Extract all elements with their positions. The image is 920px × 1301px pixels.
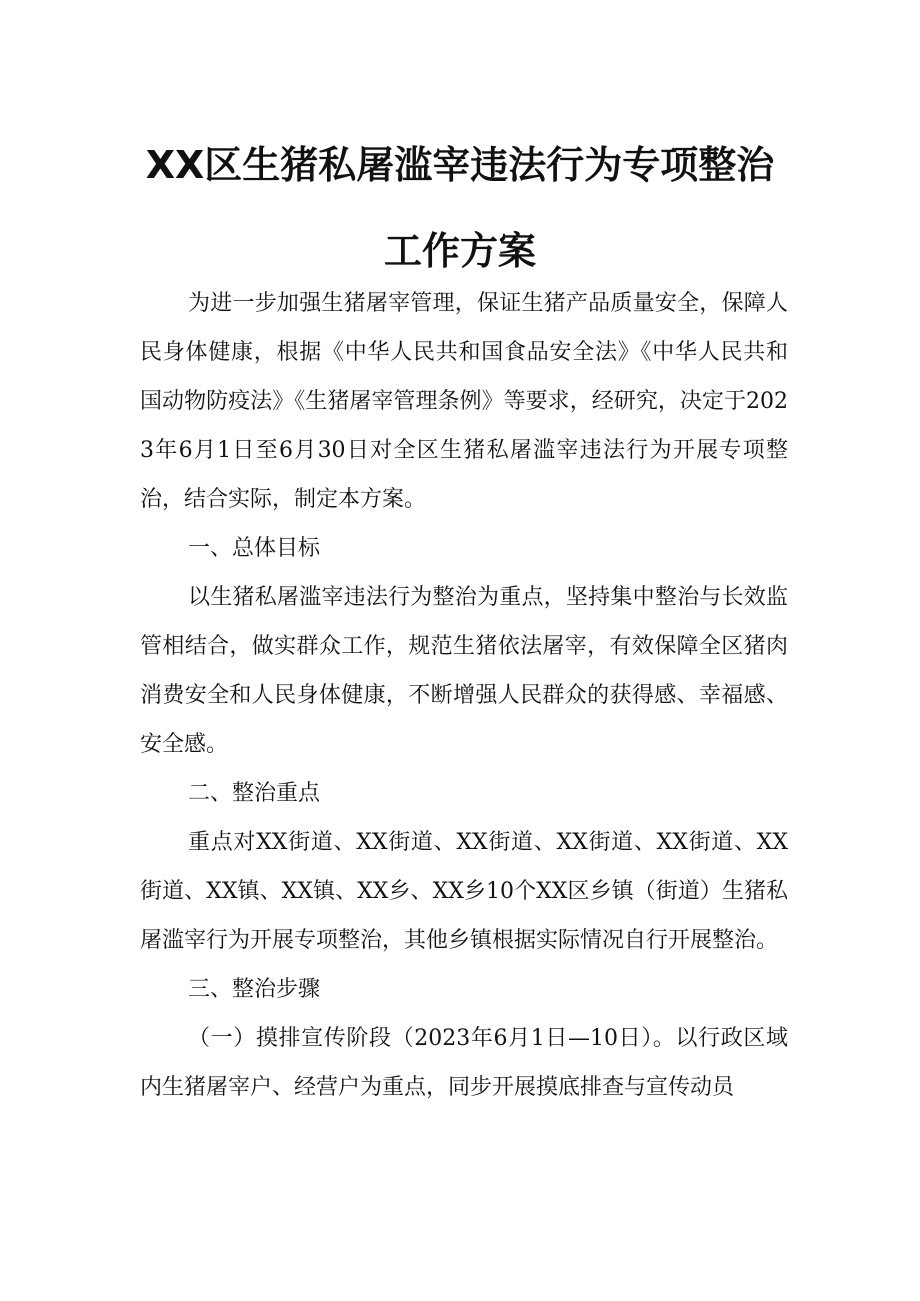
- document-title-line-2: 工作方案: [383, 229, 536, 273]
- section-1-heading: 一、总体目标: [188, 536, 321, 561]
- section-2-paragraph: 重点对XX街道、XX街道、XX街道、XX街道、XX街道、XX街道、XX镇、XX镇、XX乡、XX乡10个XX区乡镇（街道）生猪私屠滥宰行为开展专项整治，其他乡镇根据实际情况自行开展整治。: [140, 830, 788, 953]
- section-1-paragraph: 以生猪私屠滥宰违法行为整治为重点，坚持集中整治与长效监管相结合，做实群众工作，规范生猪依法屠宰，有效保障全区猪肉消费安全和人民身体健康，不断增强人民群众的获得感、幸福感、安全感。: [140, 585, 788, 757]
- document-title-line-1: XX区生猪私屠滥宰违法行为专项整治: [145, 143, 775, 187]
- section-3-paragraph: （一）摸排宣传阶段（2023年6月1日—10日）。以行政区域内生猪屠宰户、经营户为重点，同步开展摸底排查与宣传动员: [140, 1026, 788, 1100]
- section-3-heading: 三、整治步骤: [188, 977, 321, 1002]
- section-2-heading: 二、整治重点: [188, 781, 321, 806]
- intro-paragraph: 为进一步加强生猪屠宰管理，保证生猪产品质量安全，保障人民身体健康，根据《中华人民共和国食品安全法》《中华人民共和国动物防疫法》《生猪屠宰管理条例》等要求，经研究，决定于2023年6月1日至6月30日对全区生猪私屠滥宰违法行为开展专项整治，结合实际，制定本方案。: [140, 291, 788, 512]
- document-body: [140, 279, 788, 1112]
